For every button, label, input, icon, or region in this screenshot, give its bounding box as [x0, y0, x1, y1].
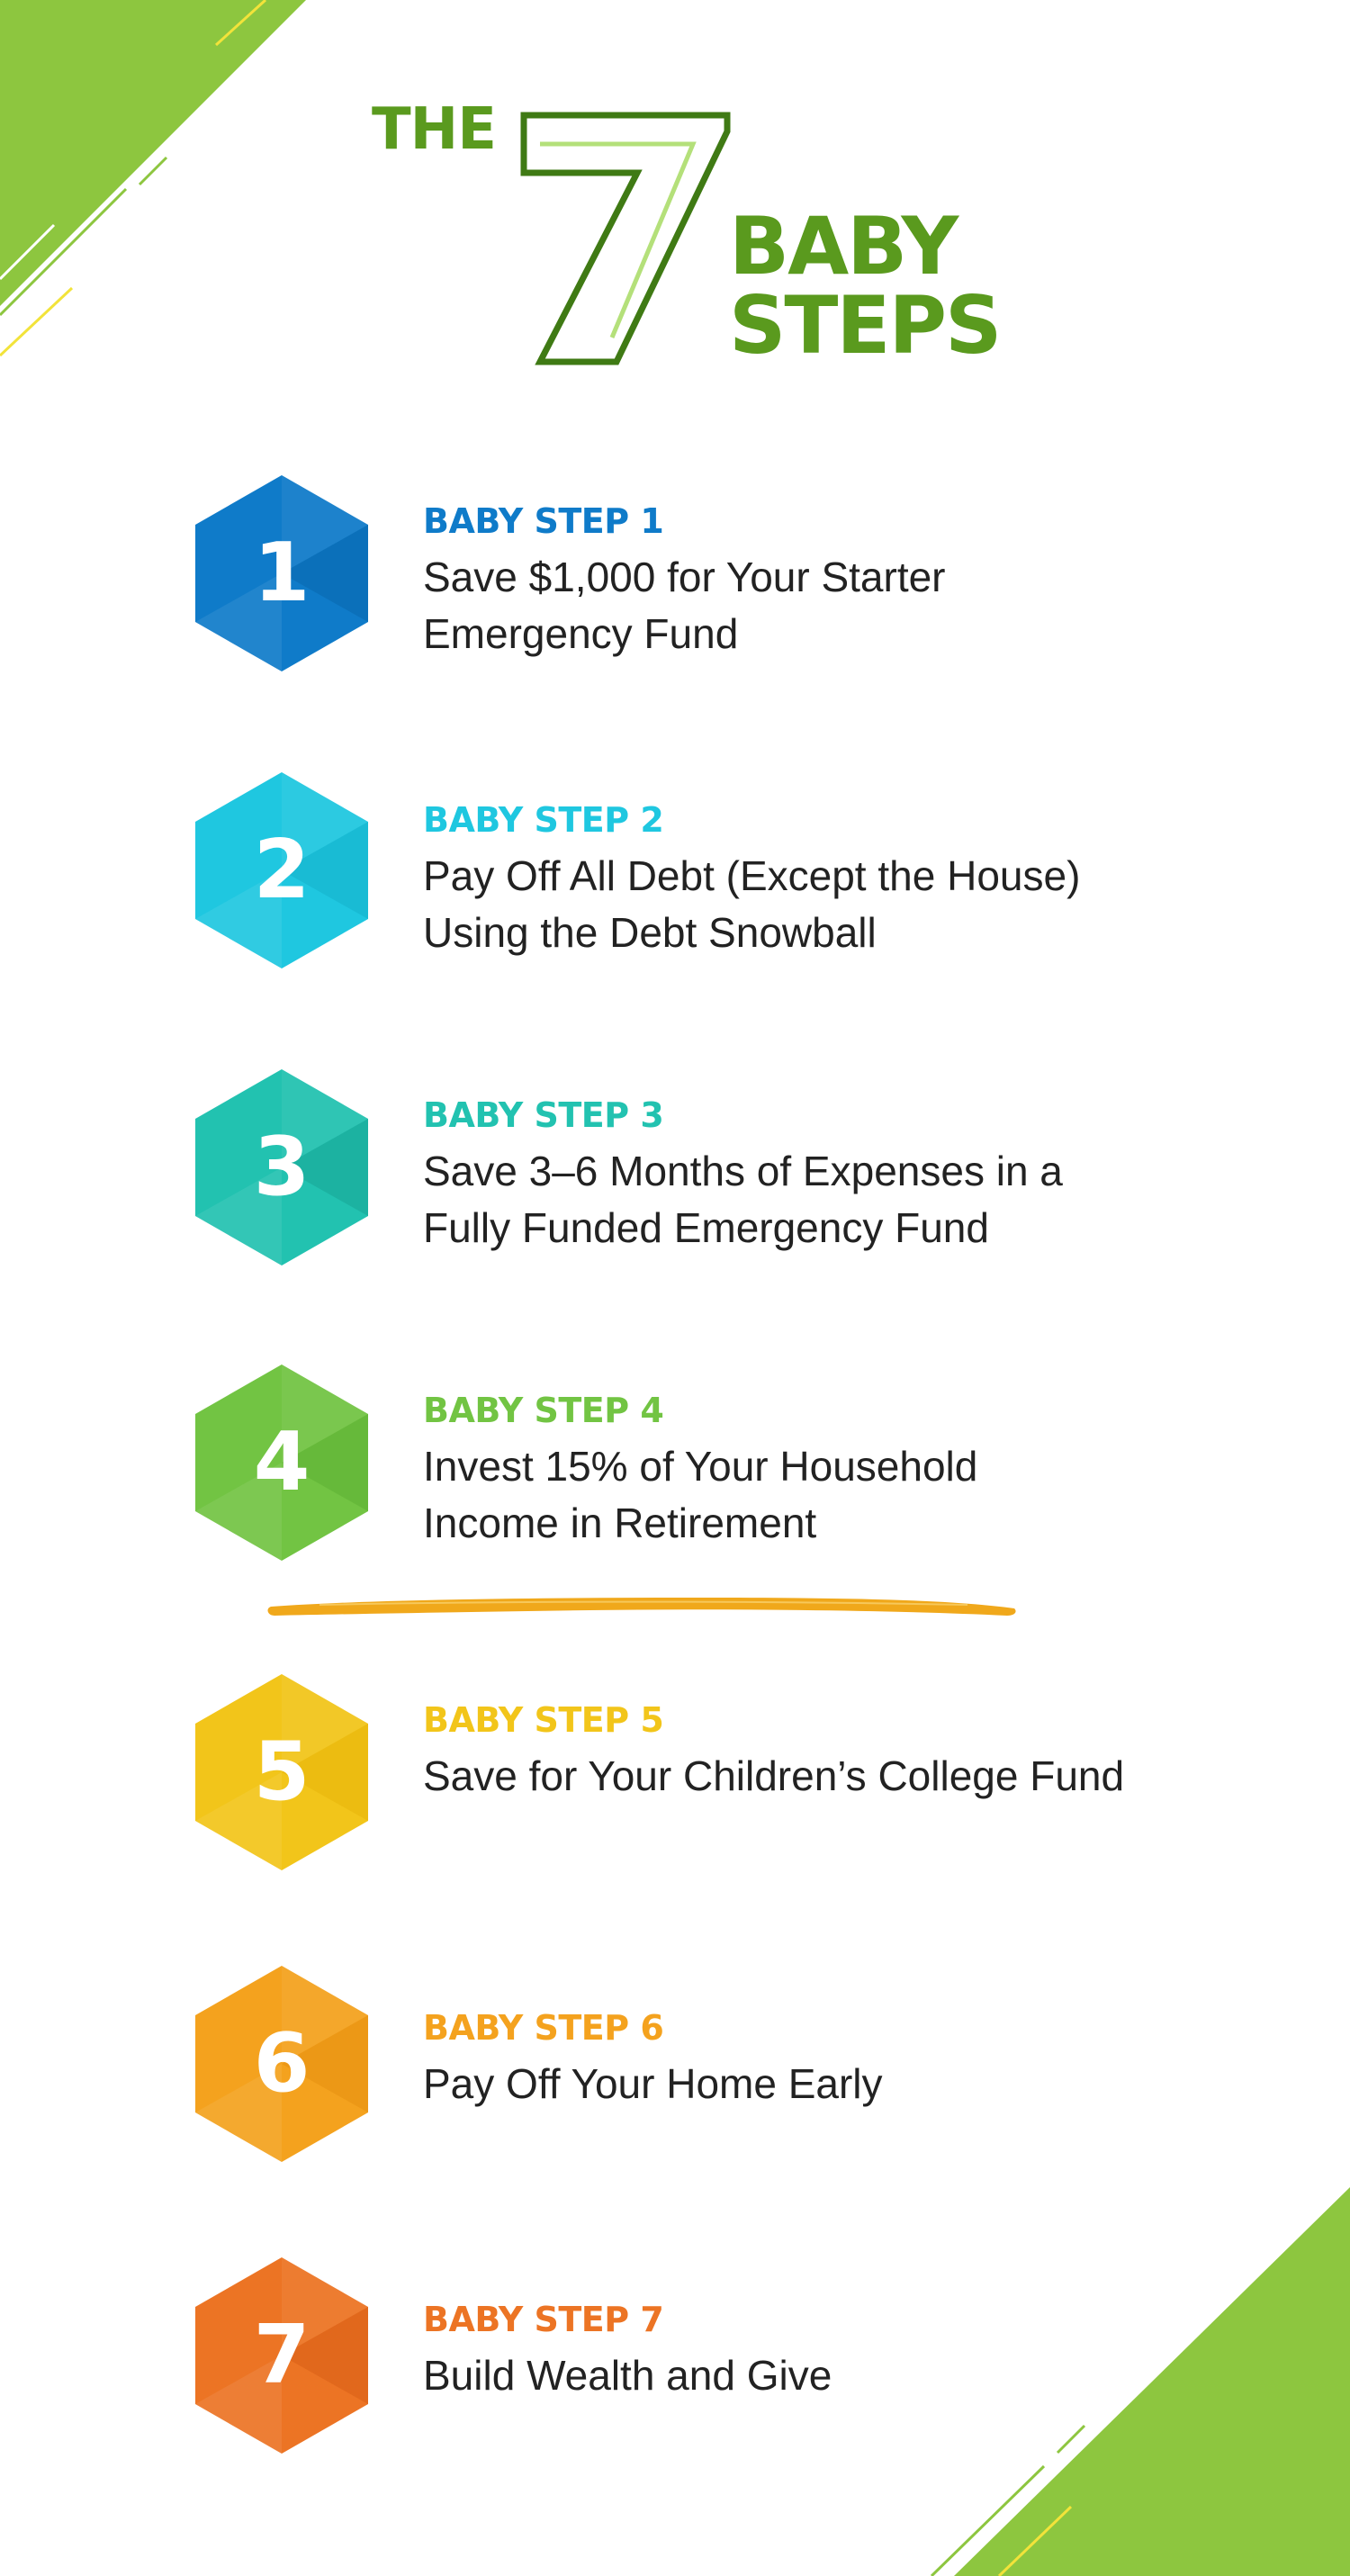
- step-description-line: Save $1,000 for Your Starter: [423, 554, 946, 600]
- step-description-line: Income in Retirement: [423, 1500, 817, 1546]
- step-number: 1: [253, 526, 310, 620]
- step-label: BABY STEP 7: [423, 2300, 664, 2339]
- title-the: THE: [372, 96, 496, 163]
- step-description-line: Using the Debt Snowball: [423, 909, 877, 956]
- step-number: 5: [253, 1725, 310, 1819]
- step-description-line: Pay Off All Debt (Except the House): [423, 852, 1081, 899]
- step-number: 2: [253, 823, 310, 917]
- highlight-underline: [266, 1589, 1022, 1625]
- step-description-line: Pay Off Your Home Early: [423, 2060, 883, 2107]
- step-description: [423, 1748, 1215, 1805]
- step-label: BABY STEP 2: [423, 800, 664, 840]
- step-label: BABY STEP 5: [423, 1700, 664, 1740]
- step-description-line: Invest 15% of Your Household: [423, 1443, 978, 1490]
- step-number: 7: [253, 2308, 310, 2402]
- step-description-line: Save 3–6 Months of Expenses in a: [423, 1148, 1063, 1194]
- step-description: [423, 2056, 1215, 2112]
- step-label: BABY STEP 4: [423, 1391, 664, 1430]
- step-description: [423, 1438, 1215, 1552]
- step-number: 3: [253, 1120, 310, 1214]
- title-seven-graphic: [513, 108, 738, 369]
- step-description: [423, 848, 1215, 961]
- step-description-line: Build Wealth and Give: [423, 2352, 832, 2399]
- step-number: 4: [253, 1415, 310, 1509]
- step-label: BABY STEP 1: [423, 501, 664, 541]
- title-steps: STEPS: [729, 279, 1001, 372]
- step-description: [423, 549, 1215, 662]
- step-label: BABY STEP 6: [423, 2008, 664, 2048]
- step-description-line: Save for Your Children’s College Fund: [423, 1752, 1125, 1799]
- step-description: [423, 2347, 1215, 2404]
- step-label: BABY STEP 3: [423, 1095, 664, 1135]
- step-description: [423, 1143, 1215, 1256]
- title-baby: BABY: [729, 200, 958, 293]
- page-header: [0, 0, 1350, 378]
- step-description-line: Fully Funded Emergency Fund: [423, 1204, 989, 1251]
- step-number: 6: [253, 2016, 310, 2111]
- step-description-line: Emergency Fund: [423, 610, 739, 657]
